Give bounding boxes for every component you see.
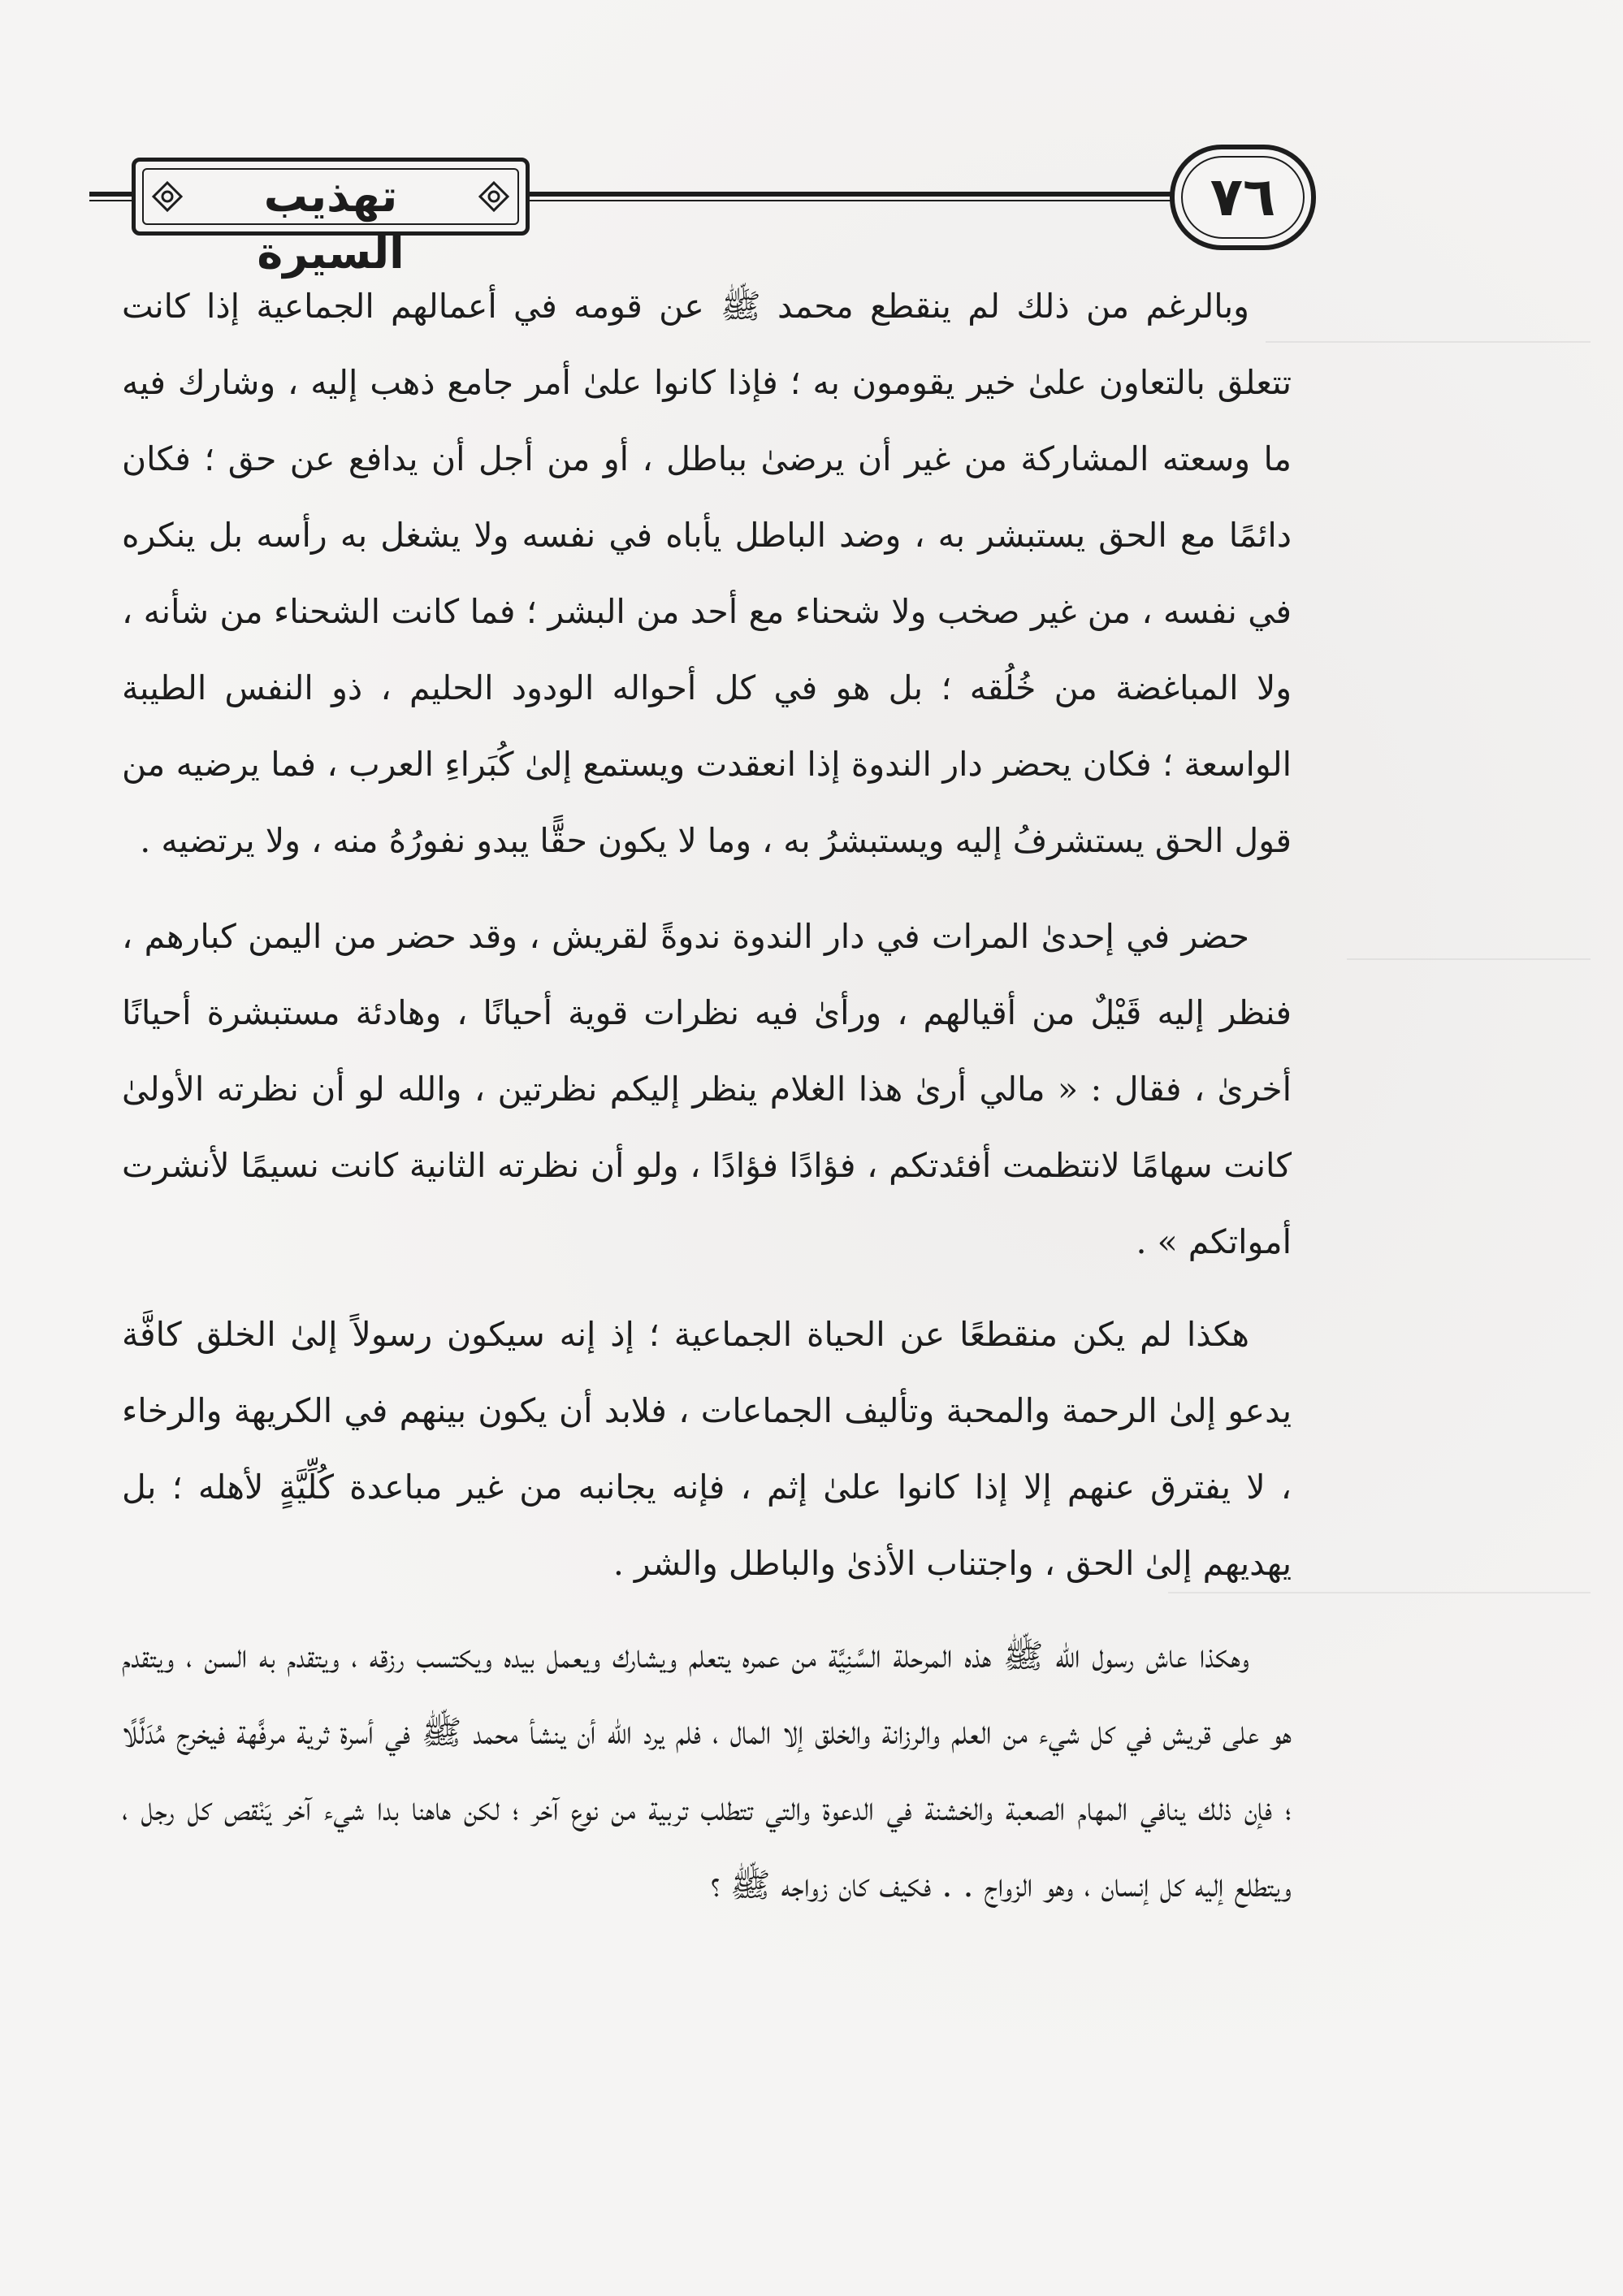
bleed-through-line: [1266, 341, 1591, 343]
page-header: [89, 145, 1308, 279]
body-text: [122, 268, 1292, 1923]
running-title: تهذيب السيرة: [257, 171, 405, 279]
page-number-frame: [1170, 145, 1316, 250]
bleed-through-line: [1347, 958, 1591, 960]
paragraph: وبالرغم من ذلك لم ينقطع محمد ﷺ عن قومه في أعمالهم الجماعية إذا كانت تتعلق بالتعاون علىٰ خير يقومون به ؛ فإذا كانوا علىٰ أمر جامع ذهب إليه ، وشارك فيه ما وسعته المشاركة من غير أن يرضىٰ بباطل ، أو من أجل أن يدافع عن حق ؛ فكان دائمًا مع الحق يستبشر به ، وضد الباطل يأباه في نفسه ولا يشغل به رأسه بل ينكره في نفسه ، من غير صخب ولا شحناء مع أحد من البشر ؛ فما كانت الشحناء من شأنه ، ولا المباغضة من خُلُقه ؛ بل هو في كل أحواله الودود الحليم ، ذو النفس الطيبة الواسعة ؛ فكان يحضر دار الندوة إذا انعقدت ويستمع إلىٰ كُبَراءِ العرب ، فما يرضيه من قول الحق يستشرفُ إليه ويستبشرُ به ، وما لا يكون حقًّا يبدو نفورُهُ منه ، ولا يرتضيه .: [122, 287, 1292, 860]
ornament-icon: [150, 179, 184, 214]
running-title-cartouche: [132, 158, 530, 279]
ornament-icon: [477, 179, 511, 214]
paragraph: هكذا لم يكن منقطعًا عن الحياة الجماعية ؛ إذ إنه سيكون رسولاً إلىٰ الخلق كافَّة يدعو إلىٰ الرحمة والمحبة وتأليف الجماعات ، فلابد أن يكون بينهم في الكريهة والرخاء ، لا يفترق عنهم إلا إذا كانوا علىٰ إثم ، فإنه يجانبه من غير مباعدة كُلِّيَّةٍ لأهله ؛ بل يهديهم إلىٰ الحق ، واجتناب الأذىٰ والباطل والشر .: [122, 1315, 1292, 1583]
page-number: ٧٦: [1210, 166, 1276, 228]
paragraph: حضر في إحدىٰ المرات في دار الندوة ندوةً لقريش ، وقد حضر من اليمن كبارهم ، فنظر إليه قَيْلٌ من أقيالهم ، ورأىٰ فيه نظرات قوية أحيانًا ، وهادئة مستبشرة أحيانًا أخرىٰ ، فقال : « مالي أرىٰ هذا الغلام ينظر إليكم نظرتين ، والله لو أن نظرته الأولىٰ كانت سهامًا لانتظمت أفئدتكم ، فؤادًا فؤادًا ، ولو أن نظرته الثانية كانت نسيمًا لأنشرت أمواتكم » .: [122, 917, 1292, 1261]
paragraph: وهكذا عاش رسول الله ﷺ هذه المرحلة السَّنِيَّة من عمره يتعلم ويشارك ويعمل بيده ويكتسب رزقه ، ويتقدم به السن ، ويتقدم هو على قريش في كل شيء من العلم والرزانة والخلق إلا المال ، فلم يرد الله أن ينشأ محمد ﷺ في أسرة ثرية مرفَّهة فيخرج مُدَلَّلًا ؛ فإن ذلك ينافي المهام الصعبة والخشنة في الدعوة والتي تتطلب تربية من نوع آخر ؛ لكن هاهنا بدا شيء آخر يَنْقص كل رجل ، ويتطلع إليه كل إنسان ، وهو الزواج . . فكيف كان زواجه ﷺ ؟: [122, 1637, 1292, 1905]
